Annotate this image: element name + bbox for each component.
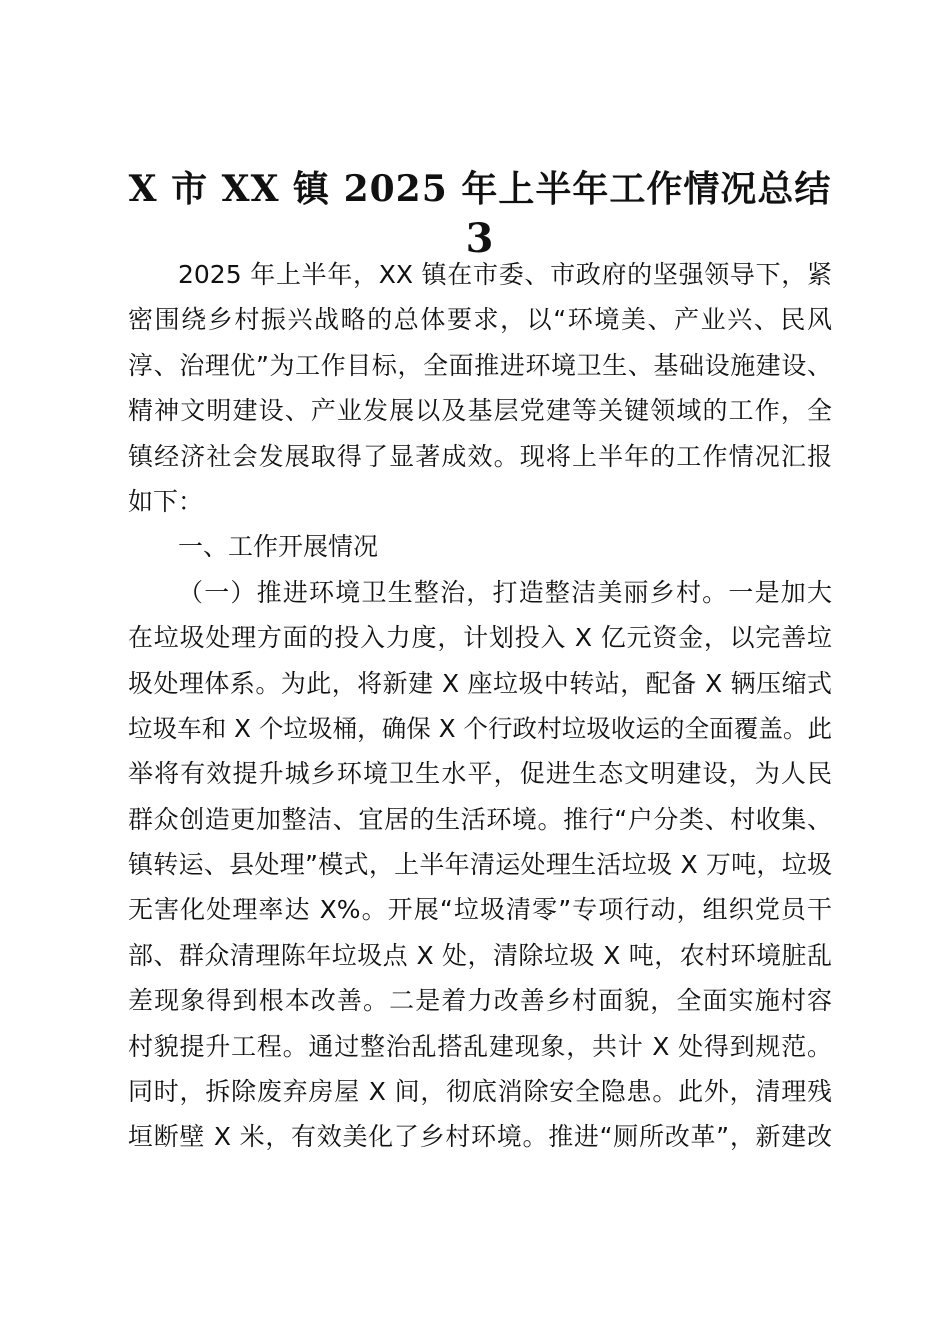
body-line: 镇转运、县处理”模式，上半年清运处理生活垃圾 X 万吨，垃圾 xyxy=(128,850,832,880)
body-line: 群众创造更加整洁、宜居的生活环境。推行“户分类、村收集、 xyxy=(128,804,832,834)
body-line: 村貌提升工程。通过整治乱搭乱建现象，共计 X 处得到规范。 xyxy=(128,1031,832,1061)
section-heading: 一、工作开展情况 xyxy=(178,532,379,562)
body-line: 精神文明建设、产业发展以及基层党建等关键领域的工作，全 xyxy=(128,396,832,426)
body-line: 差现象得到根本改善。二是着力改善乡村面貌，全面实施村容 xyxy=(128,986,832,1016)
body-line: 举将有效提升城乡环境卫生水平，促进生态文明建设，为人民 xyxy=(128,759,832,789)
body-line: 圾处理体系。为此，将新建 X 座垃圾中转站，配备 X 辆压缩式 xyxy=(128,668,832,698)
body-line: 垣断壁 X 米，有效美化了乡村环境。推进“厕所改革”，新建改 xyxy=(128,1122,832,1152)
document-body xyxy=(128,252,832,1160)
body-line: 垃圾车和 X 个垃圾桶，确保 X 个行政村垃圾收运的全面覆盖。此 xyxy=(128,713,832,743)
body-line: 镇经济社会发展取得了显著成效。现将上半年的工作情况汇报 xyxy=(128,441,832,471)
document-title xyxy=(120,164,840,264)
title-line-1: X 市 XX 镇 2025 年上半年工作情况总结 xyxy=(128,168,832,210)
body-line: 如下： xyxy=(128,486,204,516)
body-line: （一）推进环境卫生整治，打造整洁美丽乡村。一是加大 xyxy=(178,577,832,607)
body-line: 同时，拆除废弃房屋 X 间，彻底消除安全隐患。此外，清理残 xyxy=(128,1077,832,1107)
title-line-2: 3 xyxy=(465,215,495,262)
body-line: 淳、治理优”为工作目标，全面推进环境卫生、基础设施建设、 xyxy=(128,350,832,380)
body-line: 部、群众清理陈年垃圾点 X 处，清除垃圾 X 吨，农村环境脏乱 xyxy=(128,940,832,970)
body-line: 密围绕乡村振兴战略的总体要求，以“环境美、产业兴、民风 xyxy=(128,305,832,335)
body-line: 2025 年上半年，XX 镇在市委、市政府的坚强领导下，紧 xyxy=(178,260,832,289)
body-line: 在垃圾处理方面的投入力度，计划投入 X 亿元资金，以完善垃 xyxy=(128,623,832,653)
body-line: 无害化处理率达 X%。开展“垃圾清零”专项行动，组织党员干 xyxy=(128,895,832,925)
